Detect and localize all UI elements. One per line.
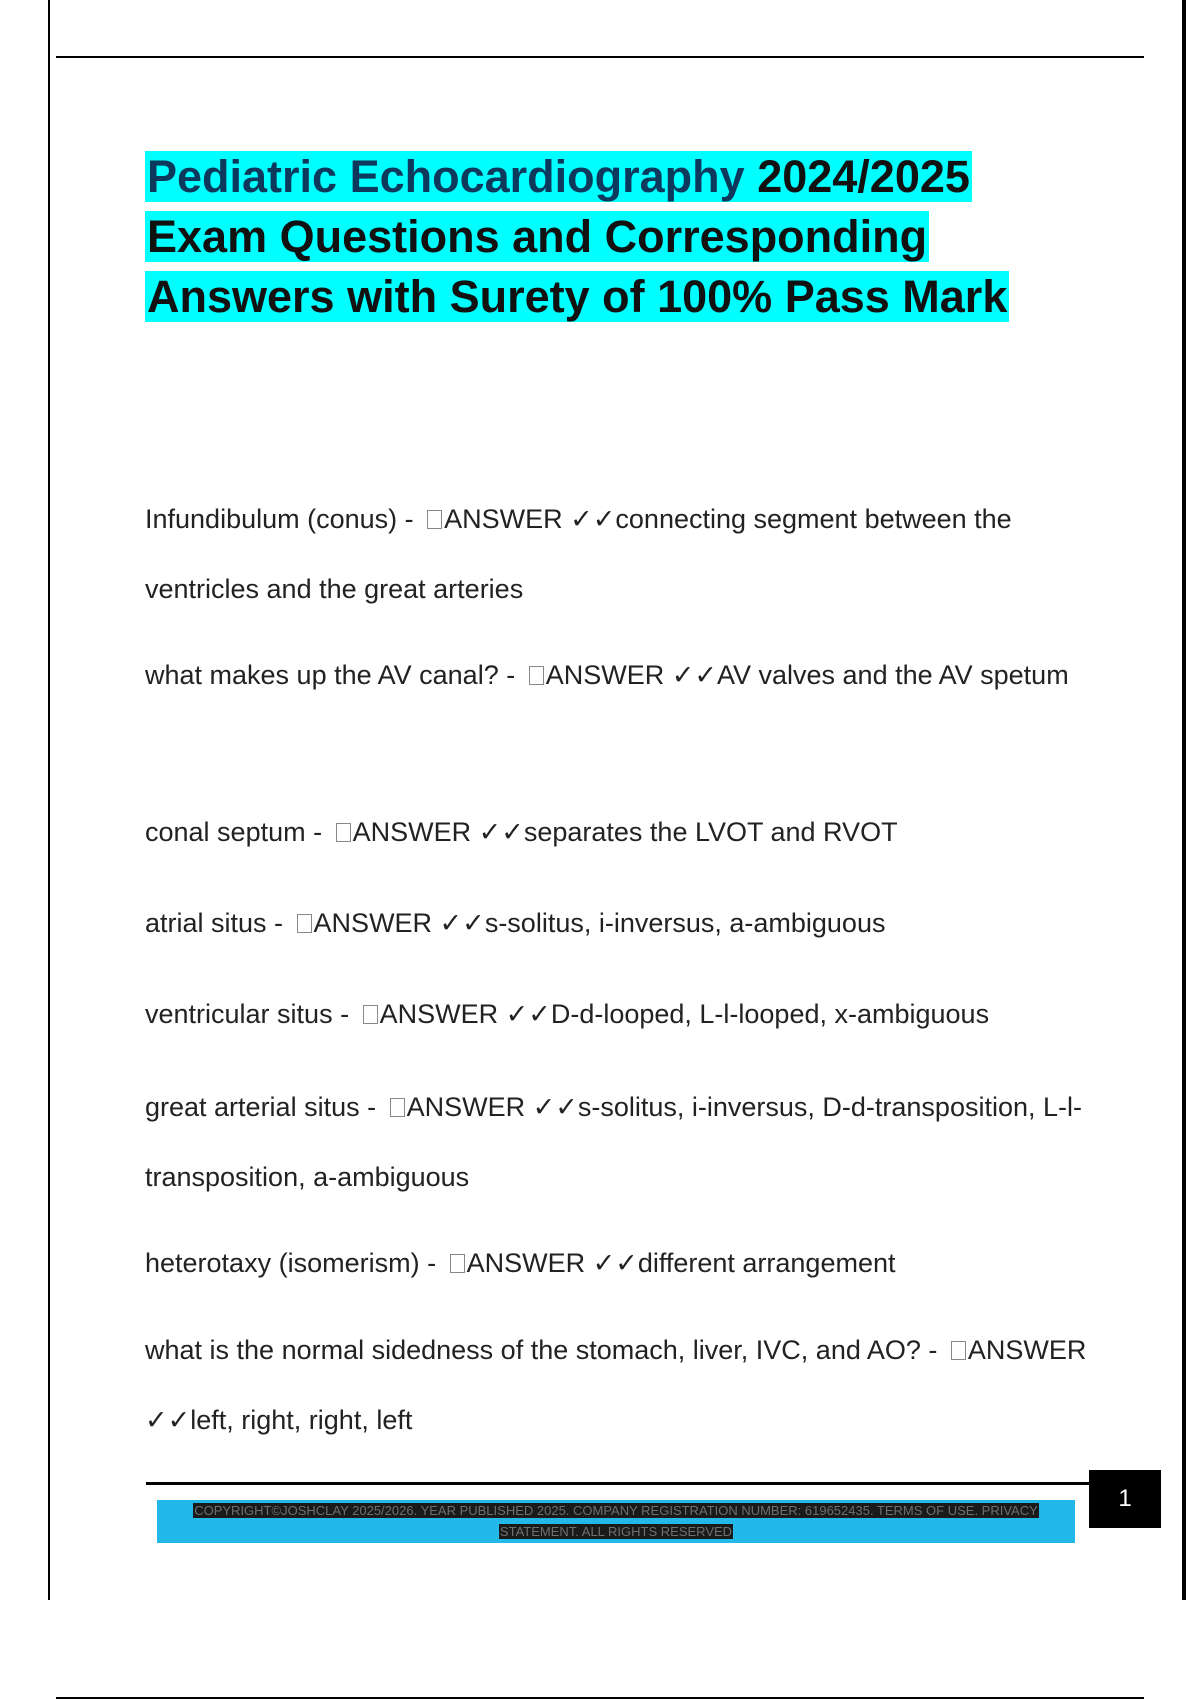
- answer-box-icon: [427, 510, 442, 529]
- qa-question: atrial situs -: [145, 908, 291, 938]
- qa-question: conal septum -: [145, 817, 330, 847]
- qa-entry: [145, 1228, 1095, 1298]
- footer-rule: [146, 1482, 1091, 1485]
- qa-answer: different arrangement: [637, 1248, 896, 1278]
- title-part-2: 2024/2025: [744, 151, 970, 202]
- qa-entry: [145, 484, 1095, 624]
- copyright-banner: [157, 1500, 1075, 1543]
- title-line-1: [145, 151, 972, 202]
- qa-answer: s-solitus, i-inversus, a-ambiguous: [484, 908, 886, 938]
- qa-answer-marker: ANSWER ✓✓: [352, 817, 524, 847]
- qa-question: ventricular situs -: [145, 999, 357, 1029]
- next-page-rule: [56, 1697, 1144, 1699]
- qa-answer: separates the LVOT and RVOT: [523, 817, 898, 847]
- copyright-line-2: STATEMENT. ALL RIGHTS RESERVED: [499, 1524, 733, 1539]
- qa-question: what makes up the AV canal? -: [145, 660, 523, 690]
- qa-answer-marker: ANSWER ✓✓: [444, 504, 616, 534]
- qa-answer-marker: ANSWER ✓✓: [145, 1335, 1087, 1435]
- qa-answer: D-d-looped, L-l-looped, x-ambiguous: [550, 999, 990, 1029]
- qa-question: what is the normal sidedness of the stomach, liver, IVC, and AO? -: [145, 1335, 945, 1365]
- qa-entry: [145, 979, 1095, 1049]
- qa-answer-marker: ANSWER ✓✓: [466, 1248, 638, 1278]
- qa-question: great arterial situs -: [145, 1092, 384, 1122]
- qa-answer-marker: ANSWER ✓✓: [545, 660, 717, 690]
- qa-entry: [145, 1072, 1095, 1212]
- copyright-line-1: COPYRIGHT©JOSHCLAY 2025/2026. YEAR PUBLISHED 2025. COMPANY REGISTRATION NUMBER: 619652435. TERMS OF USE. PRIVACY: [194, 1503, 1038, 1518]
- qa-answer: left, right, right, left: [190, 1405, 413, 1435]
- qa-answer: connecting segment between the ventricles and the great arteries: [145, 504, 1012, 604]
- header-rule: [56, 56, 1144, 58]
- page-border-right: [1182, 0, 1186, 1600]
- title-line-3: Answers with Surety of 100% Pass Mark: [147, 271, 1008, 322]
- title-part-1: Pediatric Echocardiography: [147, 151, 745, 202]
- document-title: [145, 147, 1105, 327]
- qa-entry: [145, 640, 1095, 710]
- answer-box-icon: [951, 1341, 966, 1360]
- answer-box-icon: [336, 823, 351, 842]
- qa-entry: [145, 797, 1095, 867]
- page-border-left: [48, 0, 50, 1600]
- qa-entry: [145, 1315, 1095, 1455]
- qa-question: heterotaxy (isomerism) -: [145, 1248, 444, 1278]
- qa-answer-marker: ANSWER ✓✓: [313, 908, 485, 938]
- answer-box-icon: [390, 1098, 405, 1117]
- answer-box-icon: [450, 1254, 465, 1273]
- qa-entry: [145, 888, 1095, 958]
- qa-answer-marker: ANSWER ✓✓: [379, 999, 551, 1029]
- qa-question: Infundibulum (conus) -: [145, 504, 422, 534]
- title-line-2: Exam Questions and Corresponding: [147, 211, 928, 262]
- qa-answer: AV valves and the AV spetum: [716, 660, 1069, 690]
- answer-box-icon: [363, 1005, 378, 1024]
- answer-box-icon: [297, 914, 312, 933]
- qa-answer: s-solitus, i-inversus, D-d-transposition, L-l-transposition, a-ambiguous: [145, 1092, 1082, 1192]
- page-number: 1: [1089, 1470, 1161, 1528]
- answer-box-icon: [529, 666, 544, 685]
- qa-answer-marker: ANSWER ✓✓: [406, 1092, 578, 1122]
